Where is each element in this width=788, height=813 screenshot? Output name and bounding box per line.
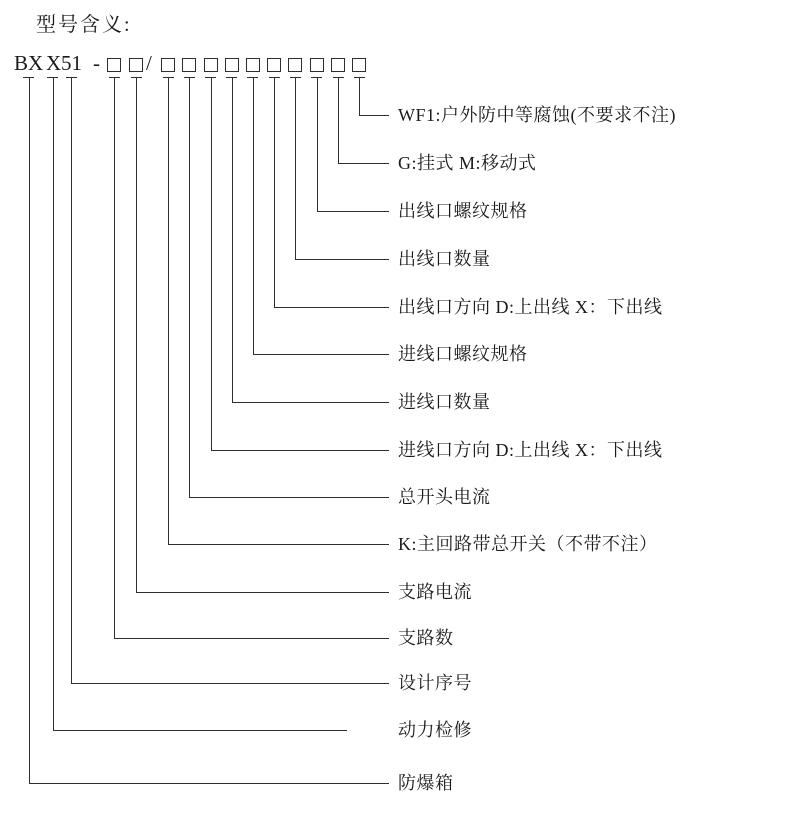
code-box-placeholder [225,58,239,72]
connector-horizontal-line [71,683,389,684]
connector-vertical-line [295,78,296,260]
code-text-segment: X [46,51,62,75]
connector-horizontal-line [189,497,389,498]
connector-vertical-line [359,78,360,116]
code-box-placeholder [246,58,260,72]
connector-horizontal-line [253,354,390,355]
connector-vertical-line [253,78,254,355]
meaning-label: G:挂式 M:移动式 [398,153,537,173]
connector-vertical-line [232,78,233,403]
connector-horizontal-line [211,450,390,451]
connector-horizontal-line [168,544,389,545]
connector-horizontal-line [136,592,389,593]
meaning-label: K:主回路带总开关（不带不注） [398,534,658,554]
meaning-label: 进线口数量 [398,391,491,412]
code-box-placeholder [161,58,175,72]
meaning-label: 设计序号 [398,673,472,693]
meaning-label: 出线口螺纹规格 [398,201,528,221]
connector-horizontal-line [295,259,389,260]
meaning-label: 进线口螺纹规格 [398,344,528,364]
code-text-segment: 51 [61,51,82,75]
connector-vertical-line [114,78,115,639]
meaning-label: 支路数 [398,627,454,648]
code-box-placeholder [267,58,281,72]
connector-vertical-line [317,78,318,212]
connector-horizontal-line [274,307,389,308]
connector-vertical-line [211,78,212,451]
connector-vertical-line [29,78,30,784]
code-box-placeholder [107,58,121,72]
code-box-placeholder [331,58,345,72]
meaning-label: 支路电流 [398,582,472,602]
code-text-segment: / [146,51,152,75]
connector-vertical-line [338,78,339,164]
connector-horizontal-line [359,115,389,116]
code-box-placeholder [352,58,366,72]
connector-vertical-line [189,78,190,498]
code-box-placeholder [310,58,324,72]
meaning-label: 总开头电流 [398,486,491,507]
code-box-placeholder [204,58,218,72]
connector-horizontal-line [53,730,348,731]
diagram-title: 型号含义: [36,14,132,36]
connector-horizontal-line [232,402,390,403]
code-box-placeholder [288,58,302,72]
code-text-segment: BX [14,51,44,75]
connector-horizontal-line [114,638,389,639]
connector-vertical-line [71,78,72,684]
code-box-placeholder [129,58,143,72]
meaning-label: WF1:户外防中等腐蚀(不要求不注) [398,105,676,125]
meaning-label: 进线口方向 D:上出线 X：下出线 [398,439,663,460]
connector-vertical-line [136,78,137,593]
connector-horizontal-line [338,163,389,164]
meaning-label: 出线口数量 [398,248,491,269]
meaning-label: 防爆箱 [398,772,454,793]
code-text-segment: - [93,51,100,75]
connector-vertical-line [274,78,275,308]
connector-horizontal-line [29,783,390,784]
connector-horizontal-line [317,211,390,212]
meaning-label: 动力检修 [398,719,472,740]
connector-vertical-line [168,78,169,545]
code-box-placeholder [182,58,196,72]
connector-vertical-line [53,78,54,731]
meaning-label: 出线口方向 D:上出线 X：下出线 [398,296,663,317]
